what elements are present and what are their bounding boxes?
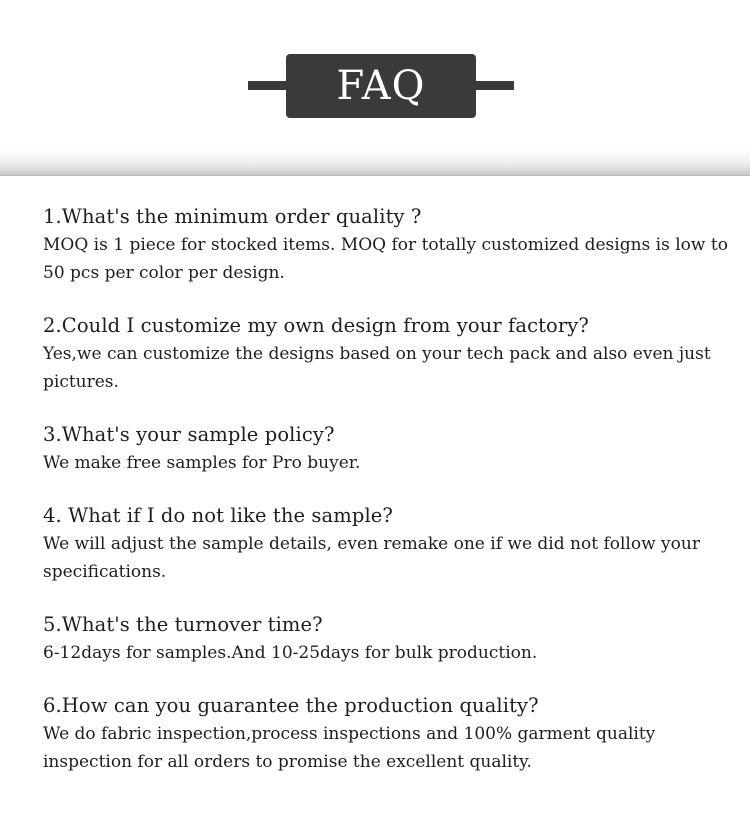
- faq-item: [43, 311, 733, 396]
- faq-item: [43, 420, 733, 477]
- faq-answer: We do fabric inspection,process inspections and 100% garment quality inspection for all orders to promise the excellent quality.: [43, 724, 656, 772]
- faq-question: 2.Could I customize my own design from your factory?: [43, 314, 589, 337]
- header-rule-right: [474, 81, 514, 90]
- faq-question: 5.What's the turnover time?: [43, 613, 323, 636]
- faq-title: FAQ: [336, 63, 426, 109]
- faq-answer: We will adjust the sample details, even remake one if we did not follow your specifications.: [43, 534, 700, 582]
- faq-item: [43, 202, 733, 287]
- faq-question: 6.How can you guarantee the production quality?: [43, 694, 539, 717]
- faq-item: [43, 610, 733, 667]
- faq-item: [43, 501, 733, 586]
- faq-item: [43, 691, 733, 776]
- faq-question: 4. What if I do not like the sample?: [43, 504, 393, 527]
- faq-answer: We make free samples for Pro buyer.: [43, 453, 361, 473]
- header-rule-left: [248, 81, 288, 90]
- header-shadow: [0, 150, 750, 176]
- faq-title-badge: [286, 54, 476, 118]
- faq-answer: 6-12days for samples.And 10-25days for bulk production.: [43, 643, 538, 663]
- faq-list: [43, 202, 733, 800]
- faq-answer: Yes,we can customize the designs based on your tech pack and also even just pictures.: [43, 344, 711, 392]
- faq-answer: MOQ is 1 piece for stocked items. MOQ for totally customized designs is low to 50 pcs per color per design.: [43, 235, 728, 283]
- faq-question: 1.What's the minimum order quality ?: [43, 205, 422, 228]
- header-divider: [0, 175, 750, 176]
- faq-question: 3.What's your sample policy?: [43, 423, 335, 446]
